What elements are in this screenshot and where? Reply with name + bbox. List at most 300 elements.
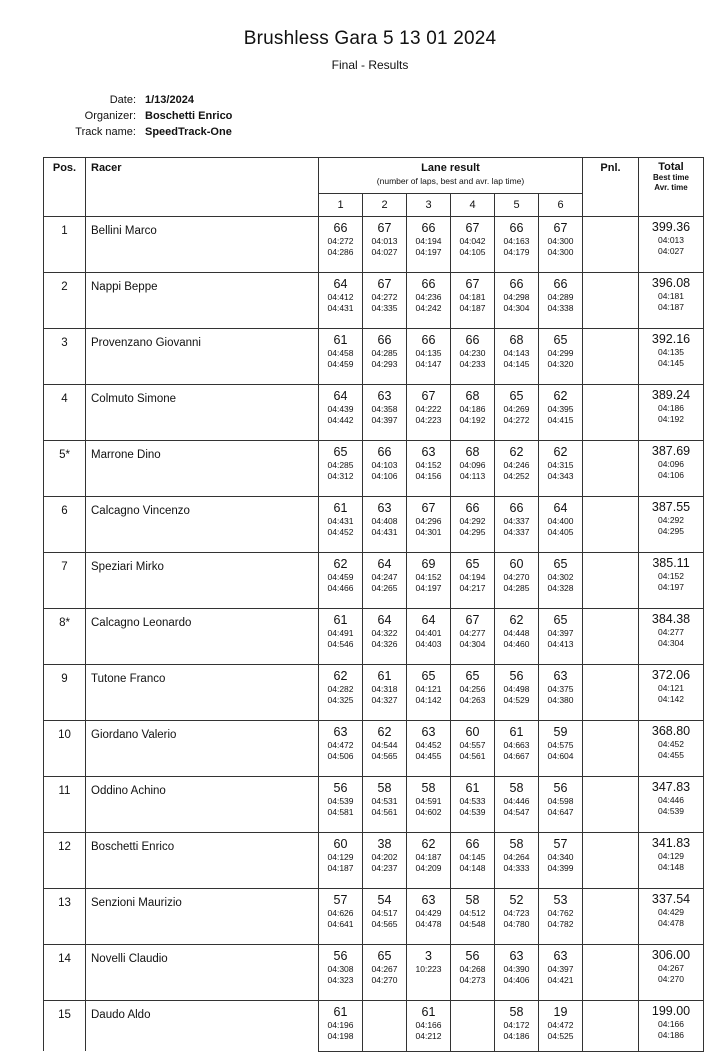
lane-laps: 58: [421, 781, 436, 795]
lane-avg-time: 04:187: [459, 303, 486, 313]
total-cell: [639, 1001, 704, 1052]
lane-result-cell: [363, 217, 407, 273]
lane-avg-time: 04:539: [459, 807, 486, 817]
lane-best-time: 04:230: [459, 348, 486, 358]
total-cell: [639, 721, 704, 777]
lane-laps: 63: [553, 669, 568, 683]
lane-laps: 54: [377, 893, 392, 907]
lane-best-time: 04:166: [415, 1020, 442, 1030]
lane-avg-time: 04:405: [547, 527, 574, 537]
lane-result-cell: [407, 833, 451, 889]
position-cell: 9: [44, 665, 86, 721]
lane-laps: 66: [509, 221, 524, 235]
racer-name-cell: Boschetti Enrico: [86, 833, 319, 889]
lane-best-time: 04:431: [327, 516, 354, 526]
lane-laps: 62: [509, 445, 524, 459]
lane-avg-time: 04:647: [547, 807, 574, 817]
lane-result-cell: [407, 385, 451, 441]
column-header-pos: Pos.: [44, 158, 86, 217]
lane-result-cell: [407, 553, 451, 609]
lane-best-time: 04:285: [327, 460, 354, 470]
total-avg-time: 04:186: [658, 1030, 684, 1040]
lane-result-cell: [539, 889, 583, 945]
position-cell: 14: [44, 945, 86, 1001]
document-subtitle: Final - Results: [331, 58, 409, 72]
race-info: [40, 92, 232, 140]
lane-best-time: 04:401: [415, 628, 442, 638]
lane-avg-time: 04:156: [415, 471, 442, 481]
total-cell: [639, 273, 704, 329]
lane-result-cell: [319, 553, 363, 609]
table-row: [44, 777, 704, 833]
total-avg-time: 04:197: [658, 582, 684, 592]
total-score: 387.55: [651, 500, 691, 514]
lane-avg-time: 04:406: [503, 975, 530, 985]
lane-laps: 66: [333, 221, 348, 235]
lane-laps: 67: [465, 613, 480, 627]
lane-result-cell: [363, 721, 407, 777]
total-best-time: 04:181: [658, 291, 684, 301]
lane-best-time: 04:452: [415, 740, 442, 750]
lane-result-cell: [363, 945, 407, 1001]
position-cell: 7: [44, 553, 86, 609]
lane-best-time: 04:626: [327, 908, 354, 918]
total-cell: [639, 889, 704, 945]
lane-best-time: 04:013: [371, 236, 398, 246]
lane-best-time: 04:663: [503, 740, 530, 750]
lane-result-cell: [451, 665, 495, 721]
lane-best-time: 04:282: [327, 684, 354, 694]
lane-laps: 66: [509, 277, 524, 291]
lane-result-cell: [451, 553, 495, 609]
lane-best-time: 04:268: [459, 964, 486, 974]
lane-result-cell: [319, 833, 363, 889]
lane-best-time: 04:222: [415, 404, 442, 414]
penalty-cell: [583, 385, 639, 441]
lane-laps: 62: [333, 669, 348, 683]
racer-name-cell: Colmuto Simone: [86, 385, 319, 441]
lane-laps: 66: [421, 277, 436, 291]
total-cell: [639, 945, 704, 1001]
lane-avg-time: 04:272: [503, 415, 530, 425]
lane-result-cell: [495, 217, 539, 273]
total-score: 385.11: [652, 556, 690, 570]
lane-result-label: Lane result: [421, 162, 480, 174]
lane-best-time: 04:264: [503, 852, 530, 862]
lane-avg-time: 04:285: [503, 583, 530, 593]
total-cell: [639, 553, 704, 609]
lane-best-time: 04:121: [415, 684, 442, 694]
racer-name-cell: Novelli Claudio: [86, 945, 319, 1001]
total-score: 372.06: [651, 668, 691, 682]
total-best-time: 04:129: [658, 851, 684, 861]
lane-avg-time: 04:431: [327, 303, 354, 313]
penalty-cell: [583, 441, 639, 497]
lane-best-time: 04:375: [547, 684, 574, 694]
lane-laps: 57: [333, 893, 348, 907]
column-header-lane-result: [319, 158, 583, 194]
total-cell: [639, 665, 704, 721]
lane-result-cell: [539, 777, 583, 833]
total-avg-time: 04:027: [658, 246, 684, 256]
lane-best-time: 04:498: [503, 684, 530, 694]
lane-avg-time: 04:301: [415, 527, 442, 537]
lane-best-time: 04:236: [415, 292, 442, 302]
date-row: [40, 92, 232, 108]
lane-best-time: 04:187: [415, 852, 442, 862]
total-score: 199.00: [651, 1004, 691, 1018]
lane-avg-time: 04:782: [547, 919, 574, 929]
total-best-time: 04:429: [658, 907, 684, 917]
lane-laps: 59: [553, 725, 568, 739]
lane-best-time: 04:762: [547, 908, 574, 918]
table-row: [44, 945, 704, 1001]
lane-laps: 67: [421, 501, 436, 515]
lane-result-cell: [319, 945, 363, 1001]
total-best-time: 04:096: [658, 459, 684, 469]
lane-laps: 56: [509, 669, 524, 683]
lane-avg-time: 04:265: [371, 583, 398, 593]
lane-result-cell: [319, 777, 363, 833]
lane-laps: 58: [509, 837, 524, 851]
lane-avg-time: 04:304: [503, 303, 530, 313]
lane-best-time: 04:256: [459, 684, 486, 694]
lane-result-cell: [363, 385, 407, 441]
lane-best-time: 04:285: [371, 348, 398, 358]
lane-avg-time: 04:105: [459, 247, 486, 257]
total-best-time: 04:135: [658, 347, 684, 357]
track-value: SpeedTrack-One: [145, 126, 232, 138]
lane-avg-time: 04:113: [459, 471, 486, 481]
lane-laps: 63: [421, 893, 436, 907]
total-score: 306.00: [651, 948, 691, 962]
racer-name-cell: Calcagno Vincenzo: [86, 497, 319, 553]
lane-result-cell: [539, 721, 583, 777]
lane-best-time: 04:315: [547, 460, 574, 470]
lane-avg-time: 04:581: [327, 807, 354, 817]
lane-best-time: 04:308: [327, 964, 354, 974]
lane-result-cell: [451, 273, 495, 329]
lane-avg-time: 04:187: [327, 863, 354, 873]
lane-best-time: 04:299: [547, 348, 574, 358]
lane-result-cell: [407, 777, 451, 833]
table-row: [44, 609, 704, 665]
lane-avg-time: 04:333: [503, 863, 530, 873]
lane-best-time: 04:318: [371, 684, 398, 694]
penalty-cell: [583, 329, 639, 385]
lane-avg-time: 04:338: [547, 303, 574, 313]
lane-result-cell: [495, 945, 539, 1001]
position-cell: 10: [44, 721, 86, 777]
lane-result-cell: [363, 553, 407, 609]
column-header-penalty: Pnl.: [583, 158, 639, 217]
lane-best-time: 04:145: [459, 852, 486, 862]
racer-name-cell: Speziari Mirko: [86, 553, 319, 609]
lane-avg-time: 04:106: [371, 471, 398, 481]
lane-result-cell: [319, 1001, 363, 1052]
lane-laps: 38: [377, 837, 392, 851]
lane-laps: 66: [421, 221, 436, 235]
lane-laps: 65: [553, 557, 568, 571]
lane-laps: 66: [465, 837, 480, 851]
column-header-total: [639, 158, 704, 217]
column-header-racer: Racer: [86, 158, 319, 217]
lane-laps: 65: [333, 445, 348, 459]
total-best-time: 04:166: [658, 1019, 684, 1029]
penalty-cell: [583, 721, 639, 777]
lane-best-time: 04:143: [503, 348, 530, 358]
lane-result-cell: [539, 441, 583, 497]
lane-laps: 63: [377, 389, 392, 403]
total-score: 387.69: [651, 444, 691, 458]
position-cell: 3: [44, 329, 86, 385]
lane-result-cell: [319, 217, 363, 273]
total-avg-time: 04:148: [658, 862, 684, 872]
total-best-time: 04:292: [658, 515, 684, 525]
position-cell: 4: [44, 385, 86, 441]
total-best-time: 04:013: [658, 235, 684, 245]
total-cell: [639, 329, 704, 385]
total-score: 396.08: [651, 276, 691, 290]
lane-laps: 19: [553, 1005, 568, 1019]
lane-avg-time: 04:304: [459, 639, 486, 649]
penalty-cell: [583, 1001, 639, 1052]
lane-laps: 68: [465, 389, 480, 403]
lane-laps: 67: [377, 277, 392, 291]
lane-best-time: 04:337: [503, 516, 530, 526]
lane-result-cell: [407, 889, 451, 945]
lane-result-cell: [495, 665, 539, 721]
lane-avg-time: 04:459: [327, 359, 354, 369]
lane-laps: 64: [333, 277, 348, 291]
lane-result-cell: [451, 385, 495, 441]
lane-avg-time: 04:431: [371, 527, 398, 537]
lane-best-time: 04:395: [547, 404, 574, 414]
lane-best-time: 04:429: [415, 908, 442, 918]
lane-laps: 61: [333, 1005, 348, 1019]
lane-best-time: 04:152: [415, 572, 442, 582]
lane-best-time: 04:247: [371, 572, 398, 582]
total-cell: [639, 777, 704, 833]
lane-avg-time: 04:233: [459, 359, 486, 369]
lane-best-time: 04:272: [371, 292, 398, 302]
lane-avg-time: 04:295: [459, 527, 486, 537]
total-cell: [639, 497, 704, 553]
lane-result-cell: [363, 273, 407, 329]
lane-laps: 66: [465, 333, 480, 347]
table-row: [44, 497, 704, 553]
lane-best-time: 04:575: [547, 740, 574, 750]
lane-avg-time: 04:525: [547, 1031, 574, 1041]
lane-result-cell: [495, 1001, 539, 1052]
lane-best-time: 04:296: [415, 516, 442, 526]
lane-laps: 66: [465, 501, 480, 515]
lane-best-time: 04:723: [503, 908, 530, 918]
lane-best-time: 04:408: [371, 516, 398, 526]
lane-best-time: 04:446: [503, 796, 530, 806]
lane-best-time: 04:598: [547, 796, 574, 806]
lane-laps: 58: [377, 781, 392, 795]
total-cell: [639, 833, 704, 889]
lane-result-sublabel: (number of laps, best and avr. lap time): [376, 176, 525, 186]
total-score: 347.83: [651, 780, 691, 794]
lane-laps: 63: [377, 501, 392, 515]
table-row: [44, 833, 704, 889]
lane-result-cell: [407, 1001, 451, 1052]
lane-laps: 61: [421, 1005, 436, 1019]
lane-best-time: 04:298: [503, 292, 530, 302]
lane-avg-time: 04:415: [547, 415, 574, 425]
total-best-time: 04:452: [658, 739, 684, 749]
lane-result-cell: [363, 497, 407, 553]
lane-laps: 61: [465, 781, 480, 795]
lane-avg-time: 04:145: [503, 359, 530, 369]
lane-result-cell: [407, 665, 451, 721]
total-best-time: 04:277: [658, 627, 684, 637]
lane-avg-time: 04:320: [547, 359, 574, 369]
table-row: [44, 889, 704, 945]
organizer-label: Organizer:: [84, 110, 136, 122]
lane-avg-time: 04:529: [503, 695, 530, 705]
lane-best-time: 04:277: [459, 628, 486, 638]
lane-avg-time: 04:327: [371, 695, 398, 705]
lane-result-cell: [451, 1001, 495, 1052]
lane-avg-time: 04:325: [327, 695, 354, 705]
lane-result-cell: [319, 273, 363, 329]
lane-result-cell: [451, 833, 495, 889]
total-cell: [639, 609, 704, 665]
penalty-cell: [583, 945, 639, 1001]
lane-avg-time: 04:192: [459, 415, 486, 425]
lane-best-time: 04:412: [327, 292, 354, 302]
lane-best-time: 04:531: [371, 796, 398, 806]
lane-avg-time: 04:300: [547, 247, 574, 257]
racer-name-cell: Senzioni Maurizio: [86, 889, 319, 945]
lane-avg-time: 04:326: [371, 639, 398, 649]
lane-avg-time: 04:478: [415, 919, 442, 929]
lane-result-cell: [539, 553, 583, 609]
lane-result-cell: [363, 833, 407, 889]
lane-result-cell: [407, 945, 451, 1001]
lane-avg-time: 04:197: [415, 247, 442, 257]
lane-laps: 60: [465, 725, 480, 739]
racer-name-cell: Provenzano Giovanni: [86, 329, 319, 385]
table-row: [44, 441, 704, 497]
penalty-cell: [583, 609, 639, 665]
total-best-label: Best time: [652, 173, 689, 182]
lane-avg-time: 04:460: [503, 639, 530, 649]
lane-result-cell: [539, 1001, 583, 1052]
total-avg-time: 04:304: [658, 638, 684, 648]
lane-result-cell: [451, 945, 495, 1001]
lane-best-time: 04:129: [327, 852, 354, 862]
results-table: [43, 157, 704, 1052]
lane-laps: 64: [421, 613, 436, 627]
lane-number-5: 5: [495, 194, 539, 217]
lane-result-cell: [451, 497, 495, 553]
lane-laps: 58: [465, 893, 480, 907]
lane-avg-time: 04:328: [547, 583, 574, 593]
table-row: [44, 721, 704, 777]
racer-name-cell: Bellini Marco: [86, 217, 319, 273]
lane-laps: 61: [333, 333, 348, 347]
total-avg-time: 04:192: [658, 414, 684, 424]
lane-laps: 62: [553, 389, 568, 403]
lane-result-cell: [319, 385, 363, 441]
lane-laps: 67: [553, 221, 568, 235]
lane-best-time: 04:194: [415, 236, 442, 246]
lane-result-cell: [495, 833, 539, 889]
total-score: 389.24: [651, 388, 691, 402]
lane-avg-time: 04:293: [371, 359, 398, 369]
lane-avg-time: 04:223: [415, 415, 442, 425]
lane-result-cell: [539, 385, 583, 441]
table-row: [44, 553, 704, 609]
lane-result-cell: [319, 665, 363, 721]
lane-laps: 60: [509, 557, 524, 571]
lane-best-time: 04:172: [503, 1020, 530, 1030]
lane-best-time: 04:390: [503, 964, 530, 974]
lane-best-time: 04:539: [327, 796, 354, 806]
lane-result-cell: [539, 217, 583, 273]
lane-best-time: 04:272: [327, 236, 354, 246]
lane-best-time: 04:246: [503, 460, 530, 470]
lane-result-cell: [407, 273, 451, 329]
penalty-cell: [583, 497, 639, 553]
lane-laps: 56: [465, 949, 480, 963]
lane-best-time: 04:472: [327, 740, 354, 750]
penalty-cell: [583, 273, 639, 329]
lane-result-cell: [451, 721, 495, 777]
lane-result-cell: [539, 609, 583, 665]
lane-avg-time: 04:547: [503, 807, 530, 817]
lane-best-time: 04:196: [327, 1020, 354, 1030]
penalty-cell: [583, 553, 639, 609]
lane-avg-time: 04:452: [327, 527, 354, 537]
total-score: 399.36: [651, 220, 691, 234]
document-title: Brushless Gara 5 13 01 2024: [243, 28, 497, 49]
lane-avg-time: 04:148: [459, 863, 486, 873]
lane-result-cell: [407, 329, 451, 385]
lane-result-cell: [451, 609, 495, 665]
penalty-cell: [583, 833, 639, 889]
total-score: 392.16: [651, 332, 691, 346]
lane-avg-time: 04:186: [503, 1031, 530, 1041]
lane-laps: 65: [377, 949, 392, 963]
lane-laps: 62: [553, 445, 568, 459]
lane-laps: 62: [509, 613, 524, 627]
lane-result-cell: [539, 665, 583, 721]
lane-result-cell: [319, 497, 363, 553]
total-cell: [639, 217, 704, 273]
lane-result-cell: [495, 889, 539, 945]
racer-name-cell: Tutone Franco: [86, 665, 319, 721]
lane-result-cell: [495, 329, 539, 385]
lane-avg-time: 04:273: [459, 975, 486, 985]
total-label: Total: [658, 161, 684, 173]
lane-laps: 60: [333, 837, 348, 851]
lane-laps: 53: [553, 893, 568, 907]
lane-best-time: 04:491: [327, 628, 354, 638]
lane-avg-time: 04:237: [371, 863, 398, 873]
lane-avg-time: 04:217: [459, 583, 486, 593]
lane-best-time: 04:439: [327, 404, 354, 414]
lane-best-time: 04:557: [459, 740, 486, 750]
lane-laps: 65: [509, 389, 524, 403]
lane-laps: 69: [421, 557, 436, 571]
lane-laps: 58: [509, 781, 524, 795]
lane-laps: 64: [377, 557, 392, 571]
